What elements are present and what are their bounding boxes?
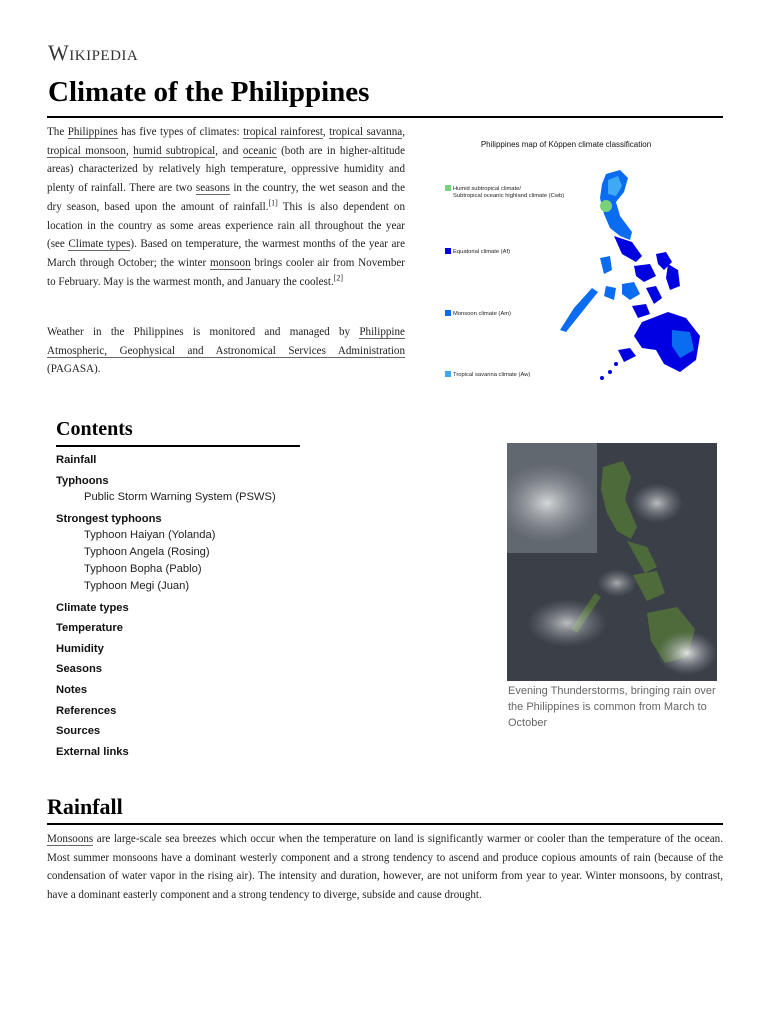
toc-subitem[interactable]: Typhoon Bopha (Pablo) <box>84 562 202 575</box>
toc-item[interactable]: External links <box>56 745 129 758</box>
text: has five types of <box>117 126 200 138</box>
legend-label: Humid subtropical climate/ <box>453 186 521 192</box>
toc-item[interactable]: Sources <box>56 725 101 738</box>
toc-item[interactable]: Notes <box>56 683 88 696</box>
toc-item[interactable]: Typhoons <box>56 474 109 487</box>
rainfall-paragraph <box>47 830 723 905</box>
link-tropical-monsoon[interactable]: tropical monsoon <box>47 144 126 157</box>
text: (both are in higher-altitude areas) characterized by relatively high temperature, oppressive humidity and plenty of rainfall. There are two <box>47 144 405 195</box>
text: ). Based on temperature, the warmest months of the year are March through October; the winter <box>47 238 405 269</box>
text: , and <box>215 144 243 157</box>
toc-subitem[interactable]: Typhoon Haiyan (Yolanda) <box>84 528 216 541</box>
philippines-map-image <box>410 136 722 396</box>
legend-label: Monsoon climate (Am) <box>453 311 511 317</box>
text: : <box>236 126 244 138</box>
toc-item[interactable]: Strongest typhoons <box>56 512 162 525</box>
text: , <box>125 144 134 157</box>
link-philippines[interactable]: Philippines <box>67 126 118 138</box>
toc-subitem[interactable]: Typhoon Angela (Rosing) <box>84 545 210 558</box>
text: brings cooler air from November to February. May is the warmest month, and January the coolest. <box>47 256 405 288</box>
link-seasons[interactable]: seasons <box>195 182 230 195</box>
link-monsoons[interactable]: Monsoons <box>47 833 94 845</box>
toc-subitem[interactable]: Typhoon Megi (Juan) <box>84 579 190 592</box>
link-monsoon[interactable]: monsoon <box>209 256 251 269</box>
intro-paragraph-1 <box>47 123 405 291</box>
link-tropical-rainforest[interactable]: tropical rainforest <box>243 126 323 138</box>
satellite-photo[interactable] <box>507 443 717 681</box>
legend-label: Equatorial climate (Af) <box>453 249 511 255</box>
text: This is also dependent on location in the country as some areas experience rain all throughout the year (see <box>47 200 406 251</box>
wikipedia-logo[interactable]: Wikipedia <box>48 40 139 65</box>
text: The <box>47 126 68 138</box>
link-tropical-savanna[interactable]: tropical savanna <box>329 126 403 138</box>
intro-paragraph-2 <box>47 323 405 379</box>
koppen-map-figure[interactable] <box>410 136 722 396</box>
link-pagasa[interactable]: Philippine Atmospheric, Geophysical and Astronomical Services Administration <box>47 326 405 357</box>
text: are large-scale sea breezes which occur when the temperature on land is significantly warmer or cooler than the temperature of the ocean. Most summer monsoons have a dominant westerly component and a strong tendency to ascend and produce copious amounts of rain (because of the condensation of water vapor in the rising air). The intensity and duration, however, are not uniform from year to year. Winter monsoons, by contrast, have a dominant easterly component and a strong tendency to diverge, subside and cause drought. <box>47 833 723 902</box>
text: in the country, the wet season and the dry season, based upon the amount of rainfall. <box>47 182 405 213</box>
legend-label: Tropical savanna climate (Aw) <box>453 372 531 378</box>
text: Weather in the Philippines is monitored and managed by <box>47 326 360 338</box>
toc-item[interactable]: Rainfall <box>56 454 97 466</box>
title-divider <box>47 116 723 118</box>
page-title: Climate of the Philippines <box>48 76 370 108</box>
legend-label: Subtropical oceanic highland climate (Cwb) <box>453 193 565 199</box>
text: , <box>402 126 405 138</box>
toc-item[interactable]: Climate types <box>56 601 129 614</box>
link-climate-types[interactable]: Climate types <box>68 238 131 251</box>
section-heading-rainfall: Rainfall <box>47 794 123 819</box>
link-humid-subtropical[interactable]: humid subtropical <box>133 144 216 157</box>
toc-item[interactable]: Temperature <box>56 622 123 635</box>
text: (PAGASA). <box>47 363 101 376</box>
photo-caption: Evening Thunderstorms, bringing rain over the Philippines is common from March to October <box>508 685 716 730</box>
map-title: Philippines map of Köppen climate classification <box>480 140 652 149</box>
reference-1[interactable]: [1] <box>268 198 278 208</box>
toc-subitem[interactable]: Public Storm Warning System (PSWS) <box>84 490 276 503</box>
section-divider <box>47 823 723 825</box>
text-climates: climates <box>199 126 237 138</box>
toc-item[interactable]: Seasons <box>56 663 103 676</box>
reference-2[interactable]: [2] <box>333 272 344 282</box>
toc-list <box>56 453 300 760</box>
toc-item[interactable]: Humidity <box>56 642 104 655</box>
table-of-contents <box>56 418 300 760</box>
text: , <box>322 126 330 138</box>
toc-title: Contents <box>56 418 300 447</box>
link-oceanic[interactable]: oceanic <box>242 144 277 157</box>
toc-item[interactable]: References <box>56 704 117 717</box>
